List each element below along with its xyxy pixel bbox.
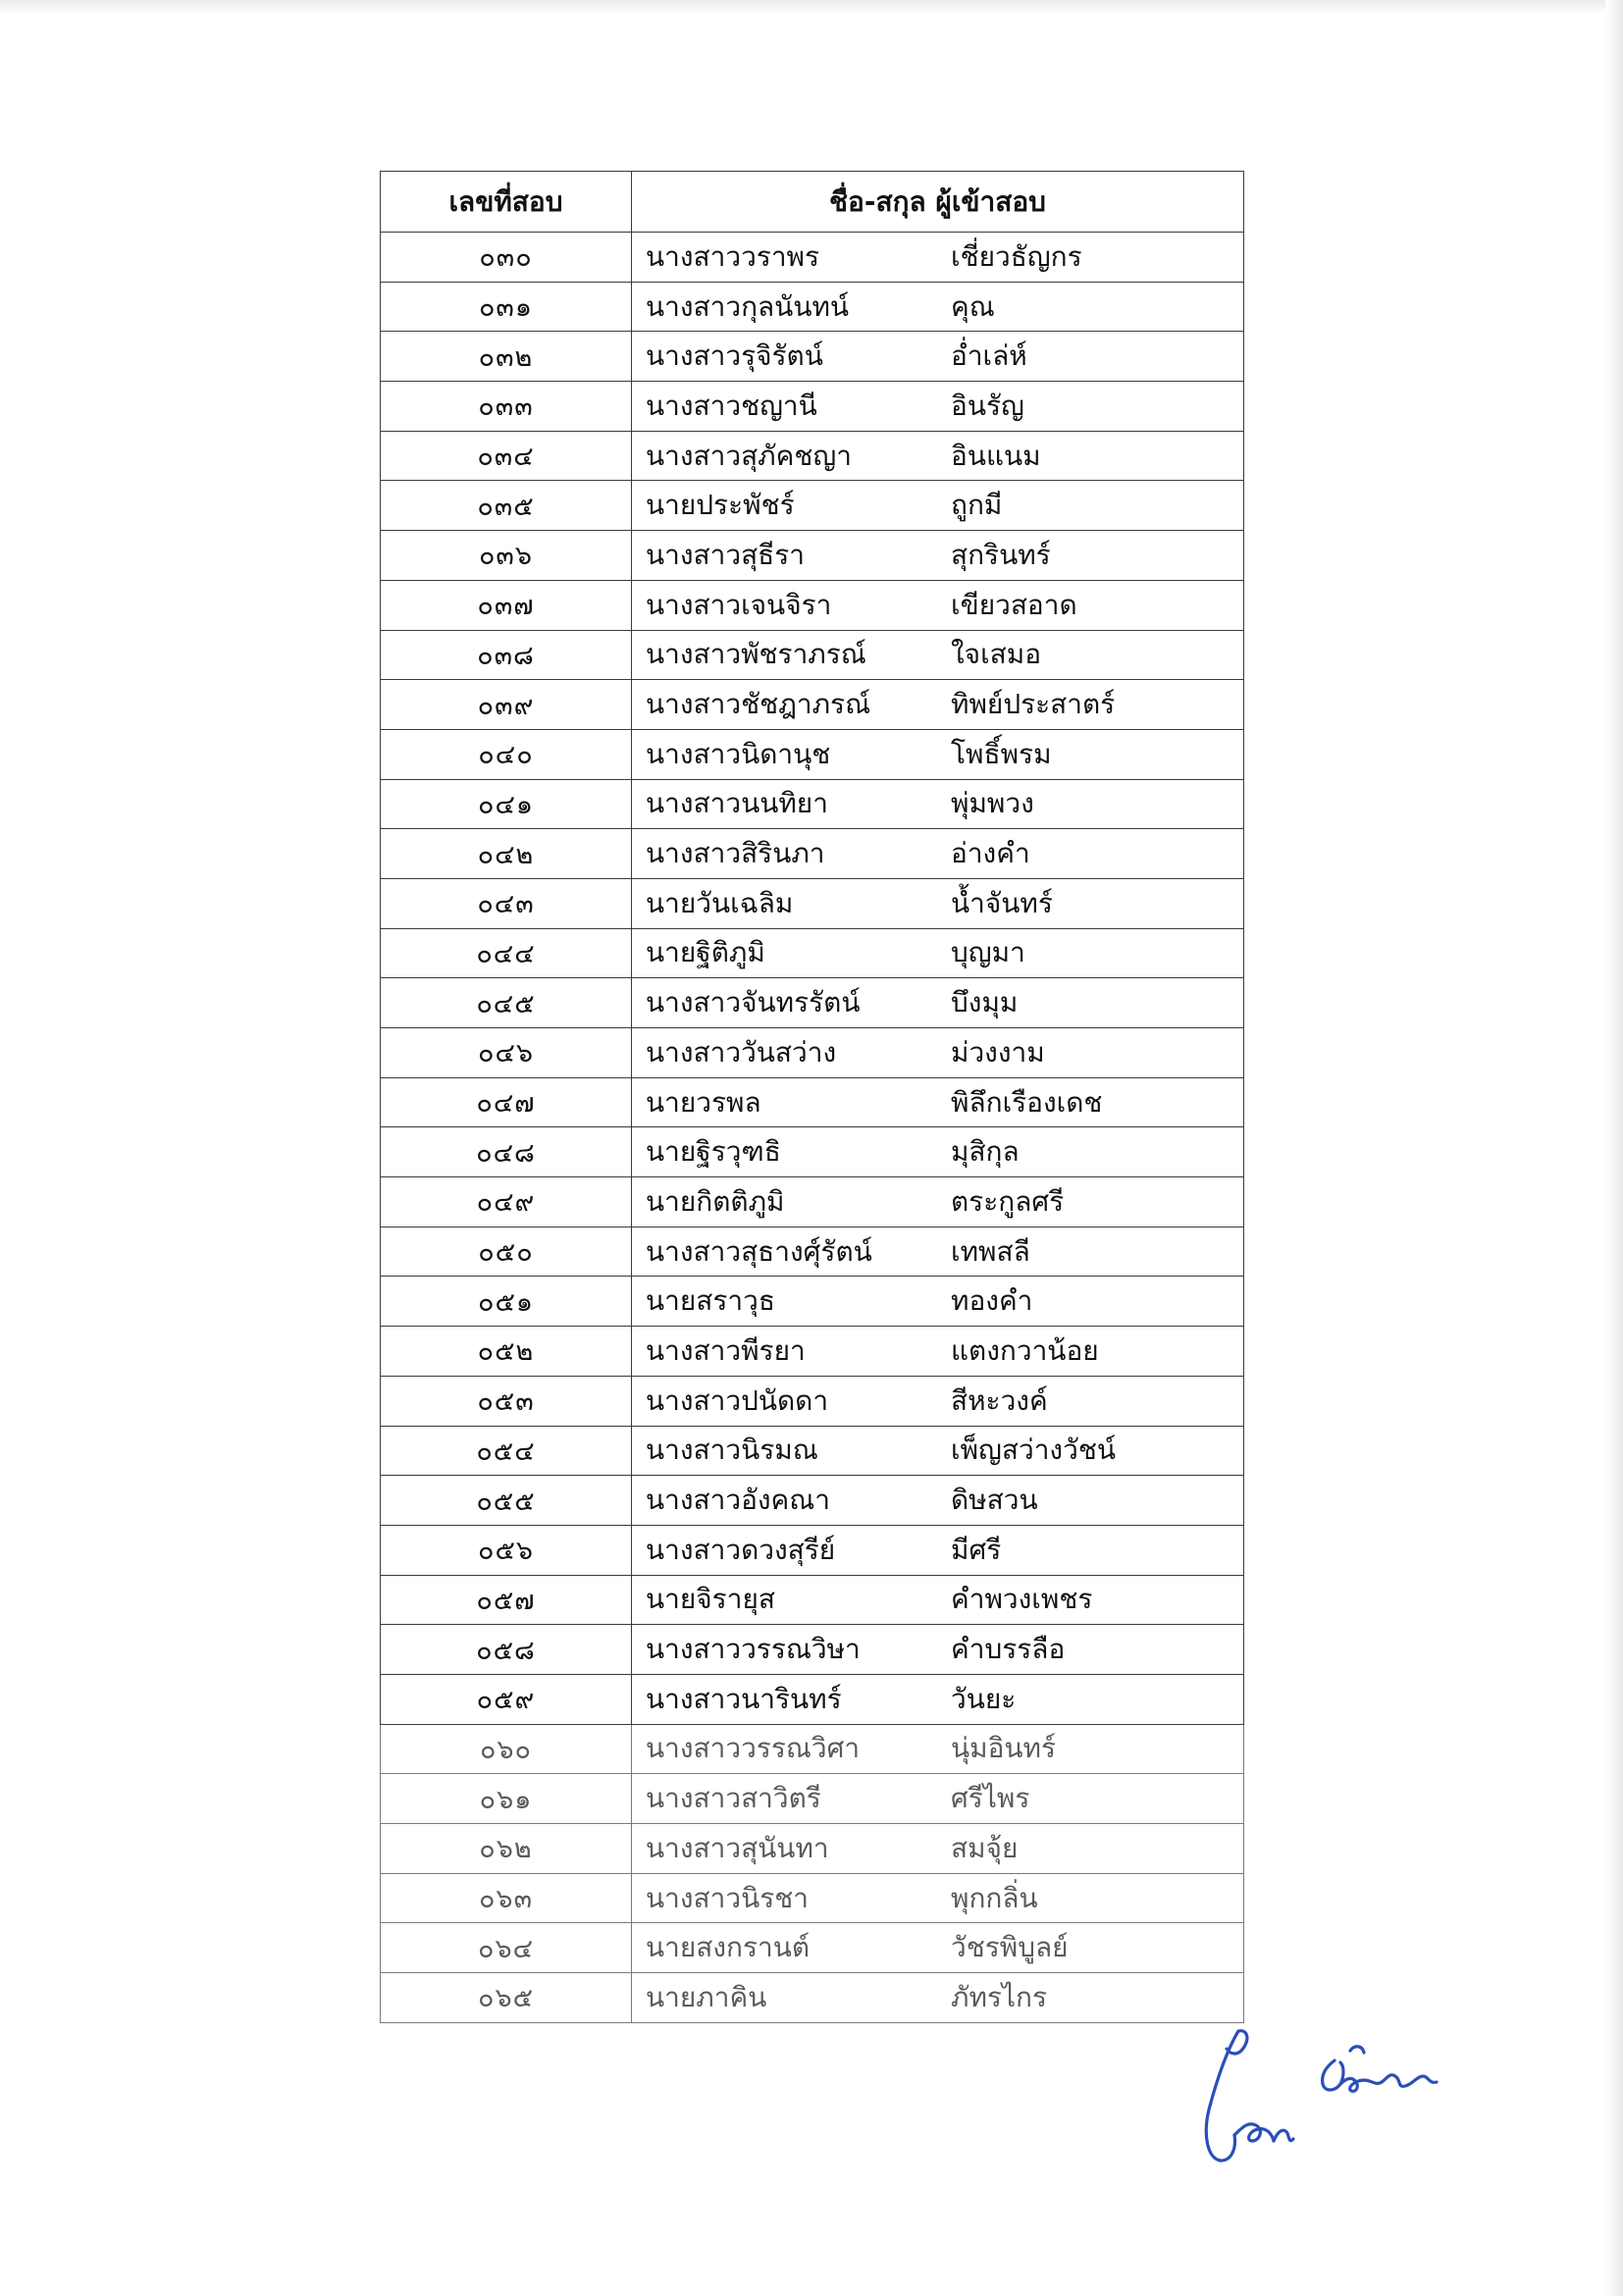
exam-number-cell: ๐๓๕ [381,481,632,531]
last-name: ศรีไพร [951,1782,1030,1815]
exam-number-cell: ๐๓๓ [381,382,632,432]
exam-number-cell: ๐๕๘ [381,1625,632,1675]
full-name-cell [632,431,1244,481]
exam-number-cell: ๐๕๕ [381,1476,632,1526]
first-name: นางสาววราพร [646,239,820,273]
exam-number-cell: ๐๔๒ [381,829,632,879]
last-name: อินรัญ [951,389,1024,422]
last-name: นุ่มอินทร์ [951,1732,1057,1765]
exam-number-cell: ๐๖๕ [381,1973,632,2023]
first-name: นางสาวอังคณา [646,1484,830,1517]
first-name: นางสาวสุธางศุ์รัตน์ [646,1234,872,1268]
last-name: วันยะ [951,1682,1017,1715]
table-row [381,1277,1244,1327]
first-name: นางสาวนิรชา [646,1881,809,1914]
first-name: นางสาวสิรินภา [646,837,825,870]
last-name: คุณ [951,289,995,323]
full-name-cell [632,1625,1244,1675]
last-name: บุญมา [951,936,1025,969]
exam-number-cell: ๐๓๑ [381,282,632,332]
exam-number-cell: ๐๕๑ [381,1277,632,1327]
table-row [381,1724,1244,1774]
table-row [381,1525,1244,1575]
full-name-cell [632,1476,1244,1526]
exam-number-cell: ๐๓๔ [381,431,632,481]
full-name-cell [632,382,1244,432]
exam-number-cell: ๐๕๔ [381,1426,632,1476]
full-name-cell [632,1077,1244,1127]
table-row [381,332,1244,382]
table-row [381,382,1244,432]
first-name: นางสาวนิดานุช [646,737,831,770]
table-row [381,531,1244,581]
table-row [381,580,1244,630]
exam-number-cell: ๐๓๐ [381,233,632,283]
full-name-cell [632,1525,1244,1575]
table-row [381,1127,1244,1177]
exam-number-cell: ๐๓๗ [381,580,632,630]
table-row [381,431,1244,481]
last-name: ใจเสมอ [951,638,1042,671]
table-row [381,1426,1244,1476]
full-name-cell [632,1028,1244,1078]
exam-number-cell: ๐๕๗ [381,1575,632,1625]
first-name: นายสราวุธ [646,1284,775,1318]
last-name: อินแนม [951,439,1041,472]
table-row [381,1973,1244,2023]
full-name-cell [632,729,1244,779]
full-name-cell [632,1127,1244,1177]
first-name: นายจิรายุส [646,1583,775,1616]
table-row [381,1575,1244,1625]
table-row [381,1625,1244,1675]
exam-number-cell: ๐๔๗ [381,1077,632,1127]
first-name: นางสาววรรณวิษา [646,1633,861,1666]
last-name: ทองคำ [951,1284,1033,1318]
full-name-cell [632,1873,1244,1923]
table-row [381,282,1244,332]
full-name-cell [632,1923,1244,1973]
full-name-cell [632,1376,1244,1426]
full-name-cell [632,1824,1244,1874]
last-name: คำพวงเพชร [951,1583,1093,1616]
last-name: อ่ำเล่ห์ [951,339,1027,373]
full-name-cell [632,1674,1244,1724]
first-name: นางสาวสุภัคชญา [646,439,852,472]
full-name-cell [632,1426,1244,1476]
full-name-cell [632,1226,1244,1277]
table-row [381,1476,1244,1526]
full-name-cell [632,1327,1244,1377]
table-row [381,1077,1244,1127]
table-row [381,1923,1244,1973]
first-name: นายกิตติภูมิ [646,1184,785,1218]
exam-number-cell: ๐๕๐ [381,1226,632,1277]
last-name: พิลึกเรืองเดช [951,1085,1103,1119]
first-name: นางสาวจันทรรัตน์ [646,986,861,1019]
full-name-cell [632,481,1244,531]
first-name: นายวรพล [646,1085,761,1119]
table-row [381,1226,1244,1277]
exam-number-cell: ๐๓๘ [381,630,632,680]
last-name: เทพสลี [951,1234,1030,1268]
full-name-cell [632,233,1244,283]
exam-number-cell: ๐๔๘ [381,1127,632,1177]
last-name: วัชรพิบูลย์ [951,1931,1069,1964]
table-row [381,481,1244,531]
first-name: นางสาวกุลนันทน์ [646,289,850,323]
table-row [381,1327,1244,1377]
first-name: นางสาวนนทิยา [646,787,828,820]
last-name: โพธิ์พรม [951,737,1052,770]
last-name: ตระกูลศรี [951,1184,1065,1218]
header-exam-number: เลขที่สอบ [381,172,632,233]
last-name: สีหะวงค์ [951,1383,1048,1417]
first-name: นางสาวเจนจิรา [646,588,832,621]
exam-number-cell: ๐๔๐ [381,729,632,779]
first-name: นายสงกรานต์ [646,1931,811,1964]
last-name: ทิพย์ประสาตร์ [951,688,1116,721]
exam-number-cell: ๐๖๓ [381,1873,632,1923]
header-full-name: ชื่อ-สกุล ผู้เข้าสอบ [632,172,1244,233]
candidate-table [380,171,1244,2023]
last-name: เชี่ยวธัญกร [951,239,1082,273]
exam-number-cell: ๐๕๖ [381,1525,632,1575]
table-row [381,928,1244,978]
table-row [381,1824,1244,1874]
full-name-cell [632,878,1244,928]
first-name: นางสาวปนัดดา [646,1383,829,1417]
exam-number-cell: ๐๖๑ [381,1774,632,1824]
full-name-cell [632,332,1244,382]
exam-number-cell: ๐๕๙ [381,1674,632,1724]
last-name: ดิษสวน [951,1484,1038,1517]
first-name: นายฐิติภูมิ [646,936,765,969]
full-name-cell [632,580,1244,630]
first-name: นางสาวนารินทร์ [646,1682,842,1715]
first-name: นางสาวดวงสุรีย์ [646,1533,836,1566]
table-row [381,829,1244,879]
full-name-cell [632,1575,1244,1625]
last-name: ถูกมี [951,489,1003,522]
first-name: นายวันเฉลิม [646,886,794,919]
full-name-cell [632,829,1244,879]
first-name: นางสาวสุธีรา [646,538,806,571]
first-name: นางสาววันสว่าง [646,1035,837,1069]
first-name: นายภาคิน [646,1980,767,2013]
table-header-row [381,172,1244,233]
last-name: พุกกลิ่น [951,1881,1038,1914]
first-name: นางสาวสุนันทา [646,1831,829,1864]
first-name: นางสาวรุจิรัตน์ [646,339,823,373]
table-row [381,878,1244,928]
exam-number-cell: ๐๓๙ [381,680,632,730]
last-name: มุสิกุล [951,1135,1020,1169]
last-name: บึงมุม [951,986,1019,1019]
scan-edge-top [0,0,1623,14]
table-row [381,1177,1244,1227]
full-name-cell [632,531,1244,581]
table-row [381,233,1244,283]
first-name: นายฐิรวุฑธิ [646,1135,781,1169]
table-row [381,1774,1244,1824]
full-name-cell [632,779,1244,829]
full-name-cell [632,1177,1244,1227]
exam-number-cell: ๐๔๓ [381,878,632,928]
full-name-cell [632,282,1244,332]
exam-number-cell: ๐๔๔ [381,928,632,978]
exam-number-cell: ๐๔๑ [381,779,632,829]
first-name: นางสาววรรณวิศา [646,1732,861,1765]
table-row [381,729,1244,779]
first-name: นางสาวพีรยา [646,1333,806,1367]
signature [1187,2011,1472,2168]
last-name: แตงกวาน้อย [951,1333,1099,1367]
first-name: นางสาวพัชราภรณ์ [646,638,866,671]
table-row [381,680,1244,730]
first-name: นางสาวชัชฎาภรณ์ [646,688,871,721]
last-name: น้ำจันทร์ [951,886,1053,919]
exam-number-cell: ๐๔๕ [381,978,632,1028]
table-row [381,1873,1244,1923]
last-name: เพ็ญสว่างวัชน์ [951,1434,1116,1467]
exam-number-cell: ๐๕๓ [381,1376,632,1426]
full-name-cell [632,1277,1244,1327]
exam-number-cell: ๐๕๒ [381,1327,632,1377]
exam-number-cell: ๐๔๙ [381,1177,632,1227]
first-name: นางสาวชญานี [646,389,817,422]
last-name: คำบรรลือ [951,1633,1066,1666]
last-name: มีศรี [951,1533,1002,1566]
exam-number-cell: ๐๖๐ [381,1724,632,1774]
last-name: ภัทรไกร [951,1980,1048,2013]
table-row [381,1376,1244,1426]
exam-number-cell: ๐๓๒ [381,332,632,382]
last-name: ม่วงงาม [951,1035,1045,1069]
table-row [381,630,1244,680]
full-name-cell [632,680,1244,730]
full-name-cell [632,928,1244,978]
table-row [381,779,1244,829]
table-row [381,1674,1244,1724]
exam-number-cell: ๐๔๖ [381,1028,632,1078]
exam-number-cell: ๐๖๔ [381,1923,632,1973]
last-name: สุกรินทร์ [951,538,1051,571]
scan-edge-right [1605,0,1623,2296]
last-name: พุ่มพวง [951,787,1034,820]
exam-number-cell: ๐๓๖ [381,531,632,581]
exam-number-cell: ๐๖๒ [381,1824,632,1874]
full-name-cell [632,1774,1244,1824]
full-name-cell [632,1724,1244,1774]
full-name-cell [632,1973,1244,2023]
first-name: นางสาวนิรมณ [646,1434,818,1467]
table-body [381,233,1244,2023]
last-name: เขียวสอาด [951,588,1077,621]
first-name: นายประพัชร์ [646,489,795,522]
table-row [381,978,1244,1028]
first-name: นางสาวสาวิตรี [646,1782,821,1815]
last-name: อ่างคำ [951,837,1030,870]
table-row [381,1028,1244,1078]
full-name-cell [632,978,1244,1028]
full-name-cell [632,630,1244,680]
last-name: สมจุ้ย [951,1831,1019,1864]
